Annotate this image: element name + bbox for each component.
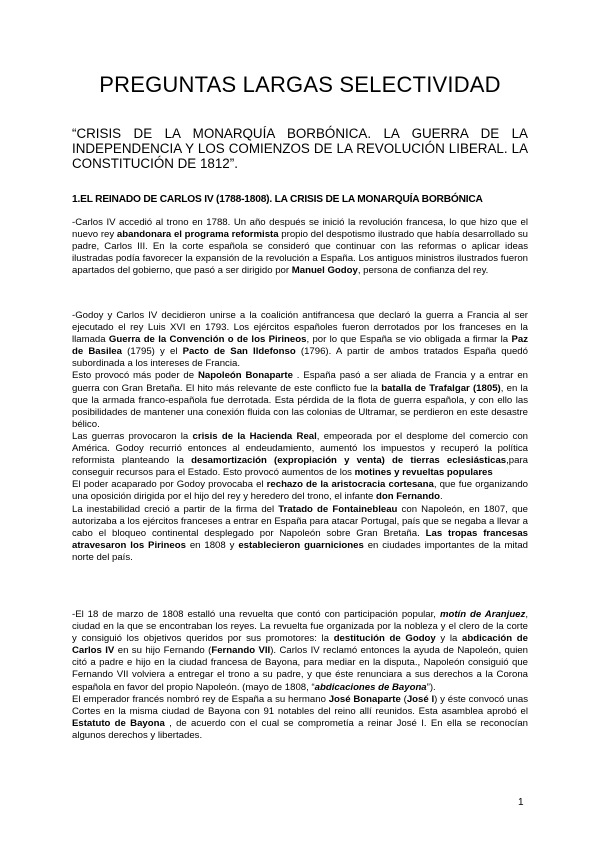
text-run: -Godoy y Carlos IV decidieron unirse a la coalición antifrancesa que declaró la guerra a Francia al ser ejecutado el rey Luis XVI en 1793. Los ejércitos españoles fueron derrotados por los franceses en la llamada	[72, 310, 528, 346]
emphasis: crisis de la Hacienda Real	[192, 430, 317, 442]
emphasis: abandonara el programa reformista	[116, 229, 279, 241]
emphasis: Estatuto de Bayona	[72, 717, 165, 729]
text-run: Las guerras provocaron la	[72, 430, 193, 442]
emphasis: Paz de Basilea	[72, 334, 529, 358]
subtitle: “CRISIS DE LA MONARQUÍA BORBÓNICA. LA GUERRA DE LA INDEPENDENCIA Y LOS COMIENZOS DE LA REVOLUCIÓN LIBERAL. LA CONSTITUCIÓN DE 1812”.	[72, 126, 528, 172]
emphasis: desamortización (expropiación y venta) de tierras eclesiásticas	[191, 455, 507, 467]
text-run: , ciudad en la que se encontraban los reyes. La revuelta fue organizada por la nobleza y el clero de la corte y consiguió los objetivos queridos por sus promotores: la	[72, 609, 528, 645]
paragraph-5	[72, 479, 528, 503]
text-run: El poder acaparado por Godoy provocaba el	[72, 479, 267, 491]
text-run: Esto provocó más poder de	[72, 370, 198, 382]
emphasis: José Bonaparte	[328, 693, 401, 705]
body-block-1	[72, 217, 528, 277]
text-run: -Carlos IV accedió al trono en 1788. Un año después se inició la revolución francesa, lo que hizo que el nuevo rey	[72, 217, 528, 241]
page-number: 1	[518, 797, 524, 808]
text-run: en su hijo Fernando (	[114, 645, 212, 657]
text-run: (	[400, 693, 407, 705]
emphasis: establecieron guarniciones	[238, 539, 364, 551]
section-heading: 1.EL REINADO DE CARLOS IV (1788-1808). LA CRISIS DE LA MONARQUÍA BORBÓNICA	[72, 194, 483, 205]
emphasis: Las tropas francesas atravesaron los Pirineos	[72, 527, 529, 551]
body-block-3	[72, 609, 528, 742]
emphasis: abdicaciones de Bayona	[314, 681, 427, 693]
paragraph-4	[72, 431, 528, 479]
text-run: . España pasó a ser aliada de Francia y a entrar en guerra con Gran Bretaña. El hito más relevante de este conflicto fue la	[72, 370, 528, 394]
text-run: (1795) y el	[121, 346, 183, 358]
paragraph-8	[72, 694, 528, 742]
text-run: en ciudades importantes de la mitad norte del país.	[72, 539, 528, 563]
emphasis: don Fernando	[376, 491, 440, 503]
text-run: .	[439, 491, 443, 503]
emphasis: motín de Aranjuez	[439, 609, 526, 620]
emphasis: rechazo de la aristocracia cortesana	[266, 479, 434, 491]
text-run: , en la que la armada franco-española fue derrotada. Esta pérdida de la flota de guerra española, y con ello las posibilidades de mantener una conexión fluida con las colonias de Ultramar, se perdieron en este desastre bélico.	[72, 382, 528, 430]
emphasis: Tratado de Fontainebleau	[278, 503, 398, 515]
emphasis: José I	[406, 693, 435, 705]
emphasis: Guerra de la Convención o de los Pirineos	[108, 334, 307, 346]
text-run: propio del despotismo ilustrado que había desarrollado su padre, Carlos III. En la corte española se consideró que continuar con las reformas o aplicar ideas ilustradas podía favorecer la expansión de la revolución a España. Los antiguos ministros ilustrados fueron apartados del gobierno, que pasó a ser dirigido por	[72, 229, 528, 277]
text-run: y la	[435, 633, 463, 645]
emphasis: Fernando VII	[211, 645, 271, 657]
paragraph-3	[72, 370, 528, 430]
text-run: , que fue organizando una oposición dirigida por el hijo del rey y heredero del trono, el infante	[72, 479, 528, 503]
emphasis: Napoleón Bonaparte	[197, 370, 293, 382]
text-run: , empeorada por el desplome del comercio con América. Godoy recurrió entonces al endeudamiento, aumentó los impuestos y recuperó la política reformista planteando la	[72, 430, 528, 467]
emphasis: abdicación de Carlos IV	[72, 633, 529, 657]
body-block-2	[72, 310, 528, 564]
emphasis: Pacto de San Ildefonso	[182, 346, 296, 358]
page-title: PREGUNTAS LARGAS SELECTIVIDAD	[99, 72, 501, 97]
paragraph-7	[72, 609, 528, 694]
paragraph-2	[72, 310, 528, 370]
emphasis: motines y revueltas populares	[354, 467, 493, 479]
text-run: (1796). A partir de ambos tratados España quedó subordinada a los intereses de Francia.	[72, 346, 528, 370]
text-run: , de acuerdo con el cual se comprometía a reinar José I. En ella se reconocían algunos derechos y libertades.	[72, 717, 528, 741]
emphasis: Manuel Godoy	[291, 265, 358, 277]
text-run: en 1808 y	[185, 539, 239, 551]
text-run: , por lo que España se vio obligada a firmar la	[306, 334, 512, 346]
paragraph-6	[72, 504, 528, 564]
text-run: -El 18 de marzo de 1808 estalló una revuelta que contó con participación popular,	[72, 609, 440, 620]
text-run: ) y éste convocó unas Cortes en la misma ciudad de Bayona con 91 notables del reino allí reunidos. Esta asamblea aprobó el	[72, 693, 528, 717]
text-run: ”).	[426, 681, 436, 693]
text-run: , persona de confianza del rey.	[357, 265, 489, 277]
text-run: ,para conseguir recursos para el Estado. Esto provocó aumentos de los	[72, 455, 528, 479]
text-run: La inestabilidad creció a partir de la firma del	[72, 503, 279, 515]
text-run: con Napoleón, en 1807, que autorizaba a los ejércitos franceses a entrar en España para atacar Portugal, país que se negaba a llevar a cabo el bloqueo continental desplegado por Napoleón sobre Gran Bretaña.	[72, 503, 528, 539]
emphasis: batalla de Trafalgar (1805)	[381, 382, 501, 394]
emphasis: destitución de Godoy	[333, 633, 436, 645]
text-run: ). Carlos IV reclamó entonces la ayuda de Napoleón, quien citó a padre e hijo en la ciudad francesa de Bayona, para mediar en la disputa., Napoleón consiguió que Fernando VII volviera a entregar el trono a su padre, y que éste renunciara a sus derechos a la Corona española en favor del propio Napoleón. (mayo de 1808, “	[72, 645, 528, 693]
text-run: El emperador francés nombró rey de España a su hermano	[72, 693, 329, 705]
paragraph-1	[72, 217, 528, 277]
